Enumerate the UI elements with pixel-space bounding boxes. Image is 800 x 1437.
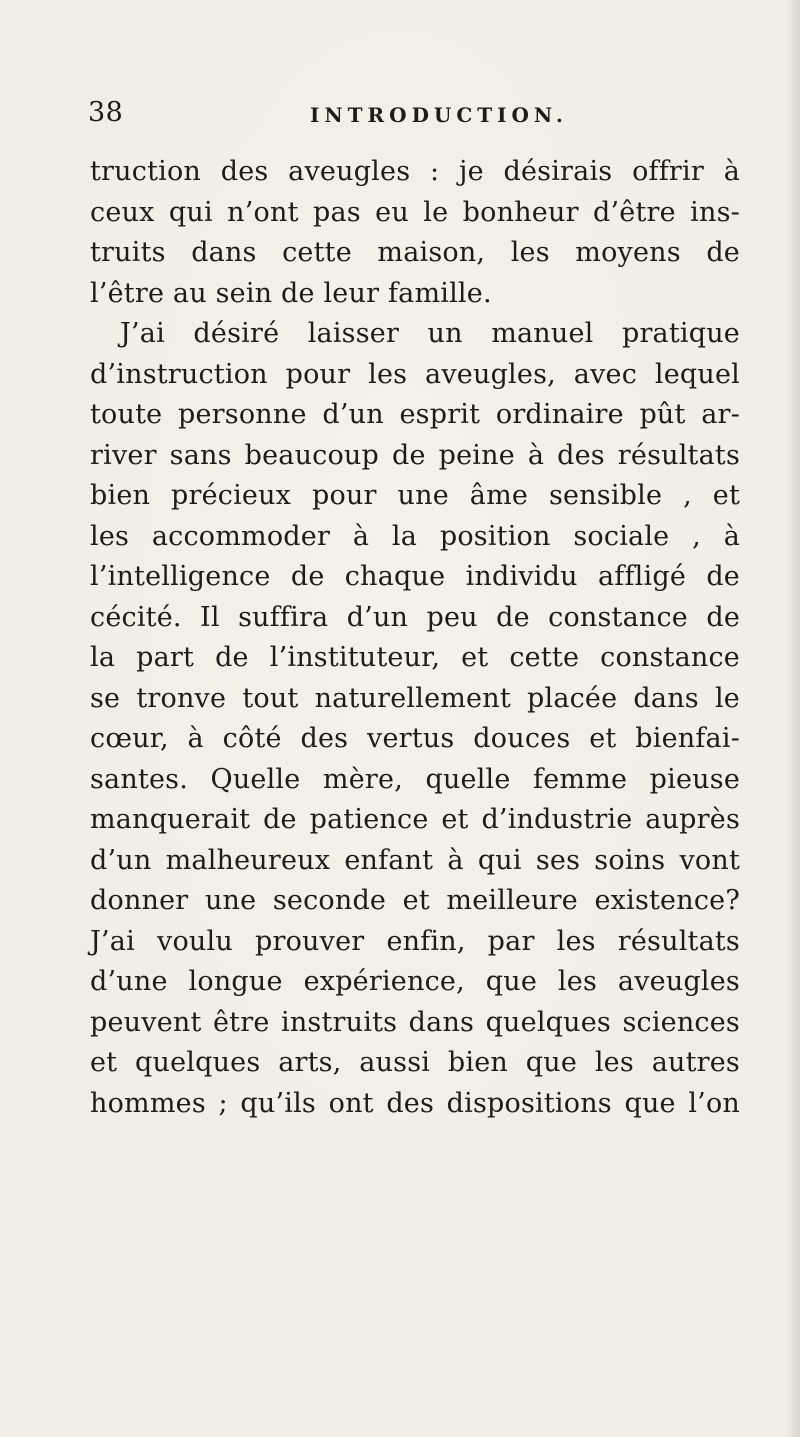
page-number: 38 — [88, 97, 124, 128]
text-line-16: santes. Quelle mère, quelle femme pieuse — [90, 763, 740, 795]
text-line-4: l’être au sein de leur famille. — [90, 277, 492, 309]
text-line-1: truction des aveugles : je désirais offrir à — [90, 156, 740, 187]
text-line-14: se tronve tout naturellement placée dans le — [90, 682, 740, 714]
running-head: INTRODUCTION. — [310, 103, 568, 127]
text-line-6: d’instruction pour les aveugles, avec lequel — [90, 358, 740, 390]
text-line-17: manquerait de patience et d’industrie auprès — [90, 804, 740, 835]
page-edge-shadow — [786, 0, 800, 1437]
text-line-5: J’ai désiré laisser un manuel pratique — [120, 318, 740, 349]
text-line-21: d’une longue expérience, que les aveugles — [90, 966, 740, 997]
page-header — [88, 96, 728, 136]
text-line-7: toute personne d’un esprit ordinaire pût ar- — [90, 399, 740, 430]
text-line-12: cécité. Il suffira d’un peu de constance de — [90, 601, 740, 633]
text-line-9: bien précieux pour une âme sensible , et — [90, 480, 740, 511]
text-line-8: river sans beaucoup de peine à des résultats — [90, 439, 740, 471]
text-line-3: truits dans cette maison, les moyens de — [90, 237, 740, 268]
text-line-15: cœur, à côté des vertus douces et bienfai- — [90, 723, 740, 754]
text-line-22: peuvent être instruits dans quelques sciences — [90, 1006, 740, 1038]
body-text — [90, 152, 740, 1124]
text-line-23: et quelques arts, aussi bien que les autres — [90, 1047, 740, 1078]
text-line-11: l’intelligence de chaque individu affligé de — [90, 561, 740, 592]
text-line-24: hommes ; qu’ils ont des dispositions que l’on — [90, 1087, 740, 1119]
text-line-19: donner une seconde et meilleure existence? — [90, 885, 740, 916]
text-line-20: J’ai voulu prouver enfin, par les résultats — [90, 925, 740, 957]
text-line-18: d’un malheureux enfant à qui ses soins vont — [90, 844, 740, 876]
text-line-2: ceux qui n’ont pas eu le bonheur d’être ins- — [90, 196, 740, 228]
text-line-10: les accommoder à la position sociale , à — [90, 520, 740, 552]
text-line-13: la part de l’instituteur, et cette constance — [90, 642, 740, 673]
